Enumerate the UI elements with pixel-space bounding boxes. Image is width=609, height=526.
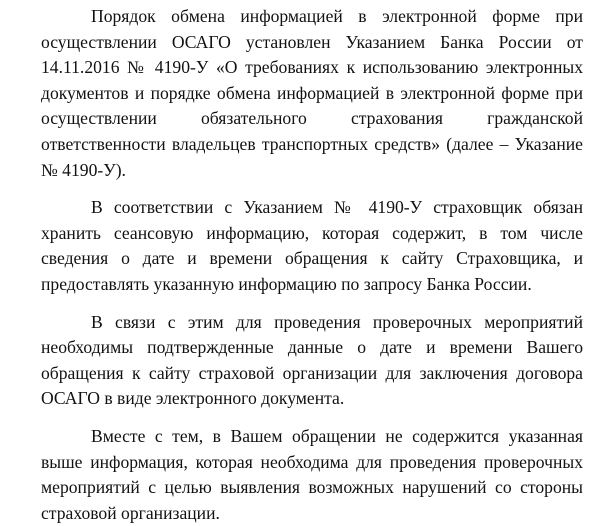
paragraph-verification-data: В связи с этим для проведения проверочных мероприятий необходимы подтвержденные данные о дате и времени Вашего обращения к сайту страховой организации для заключения договора ОСАГО в виде электронного документа. <box>41 311 583 409</box>
paragraph-missing-info: Вместе с тем, в Вашем обращении не содержится указанная выше информация, которая необходима для проведения проверочных мероприятий с целью выявления возможных нарушений со стороны страховой организации. <box>41 425 583 523</box>
paragraph-exchange-procedure: Порядок обмена информацией в электронной форме при осуществлении ОСАГО установлен Указанием Банка России от 14.11.2016 № 4190-У «О требованиях к использованию электронных документов и порядке обмена информацией в электронной форме при осуществлении обязательного страхования гражданской ответственности владельцев транспортных средств» (далее – Указание № 4190-У). <box>41 6 583 180</box>
paragraph-session-info: В соответствии с Указанием № 4190-У страховщик обязан хранить сеансовую информацию, которая содержит, в том числе сведения о дате и времени обращения к сайту Страховщика, и предоставлять указанную информацию по запросу Банка России. <box>41 197 583 294</box>
